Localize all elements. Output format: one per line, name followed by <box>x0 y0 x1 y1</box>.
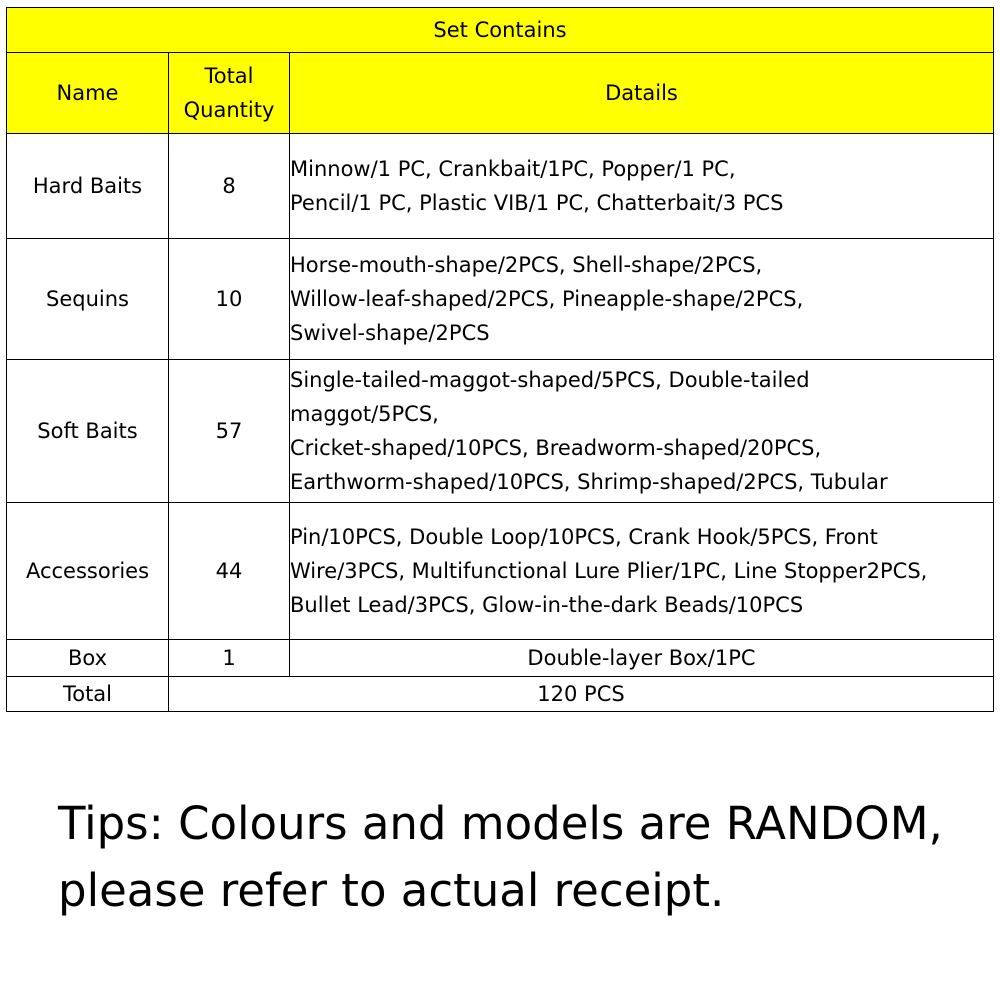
table-row-hard-baits <box>7 134 994 239</box>
row-name: Sequins <box>7 239 169 360</box>
row-details <box>290 503 994 640</box>
table-title: Set Contains <box>7 8 994 53</box>
row-quantity: 8 <box>169 134 290 239</box>
tips-line-1: Tips: Colours and models are RANDOM, <box>58 797 943 850</box>
row-name: Accessories <box>7 503 169 640</box>
table-row-accessories <box>7 503 994 640</box>
row-details <box>290 239 994 360</box>
table-row-box <box>7 640 994 677</box>
row-quantity: 44 <box>169 503 290 640</box>
row-details <box>290 360 994 503</box>
row-name: Box <box>7 640 169 677</box>
details-line: Pencil/1 PC, Plastic VIB/1 PC, Chatterbait/3 PCS <box>290 191 784 215</box>
row-quantity: 10 <box>169 239 290 360</box>
tips-line-2: please refer to actual receipt. <box>58 864 725 917</box>
details-line: Wire/3PCS, Multifunctional Lure Plier/1PC, Line Stopper2PCS, <box>290 559 928 583</box>
tips-note <box>58 790 978 924</box>
total-label: Total <box>7 677 169 712</box>
details-line: Earthworm-shaped/10PCS, Shrimp-shaped/2PCS, Tubular <box>290 470 888 494</box>
header-total-quantity <box>169 53 290 134</box>
details-line: Minnow/1 PC, Crankbait/1PC, Popper/1 PC, <box>290 157 736 181</box>
header-quantity-line-1: Total <box>204 64 254 88</box>
details-line: Pin/10PCS, Double Loop/10PCS, Crank Hook/5PCS, Front <box>290 525 878 549</box>
table-title-row <box>7 8 994 53</box>
details-line: Cricket-shaped/10PCS, Breadworm-shaped/20PCS, <box>290 436 822 460</box>
details-line: Willow-leaf-shaped/2PCS, Pineapple-shape/2PCS, <box>290 287 804 311</box>
details-line: Single-tailed-maggot-shaped/5PCS, Double-tailed <box>290 368 810 392</box>
table-row-total <box>7 677 994 712</box>
total-value: 120 PCS <box>169 677 994 712</box>
details-line: Swivel-shape/2PCS <box>290 321 490 345</box>
table-header-row <box>7 53 994 134</box>
row-quantity: 1 <box>169 640 290 677</box>
header-quantity-line-2: Quantity <box>183 98 275 122</box>
row-name: Hard Baits <box>7 134 169 239</box>
table-row-sequins <box>7 239 994 360</box>
row-name: Soft Baits <box>7 360 169 503</box>
row-quantity: 57 <box>169 360 290 503</box>
row-details <box>290 134 994 239</box>
header-details: Datails <box>290 53 994 134</box>
row-details: Double-layer Box/1PC <box>290 640 994 677</box>
header-name: Name <box>7 53 169 134</box>
set-contents-table <box>6 7 994 712</box>
table-row-soft-baits <box>7 360 994 503</box>
details-line: Horse-mouth-shape/2PCS, Shell-shape/2PCS, <box>290 253 763 277</box>
details-line: Bullet Lead/3PCS, Glow-in-the-dark Beads/10PCS <box>290 593 804 617</box>
details-line: maggot/5PCS, <box>290 402 439 426</box>
